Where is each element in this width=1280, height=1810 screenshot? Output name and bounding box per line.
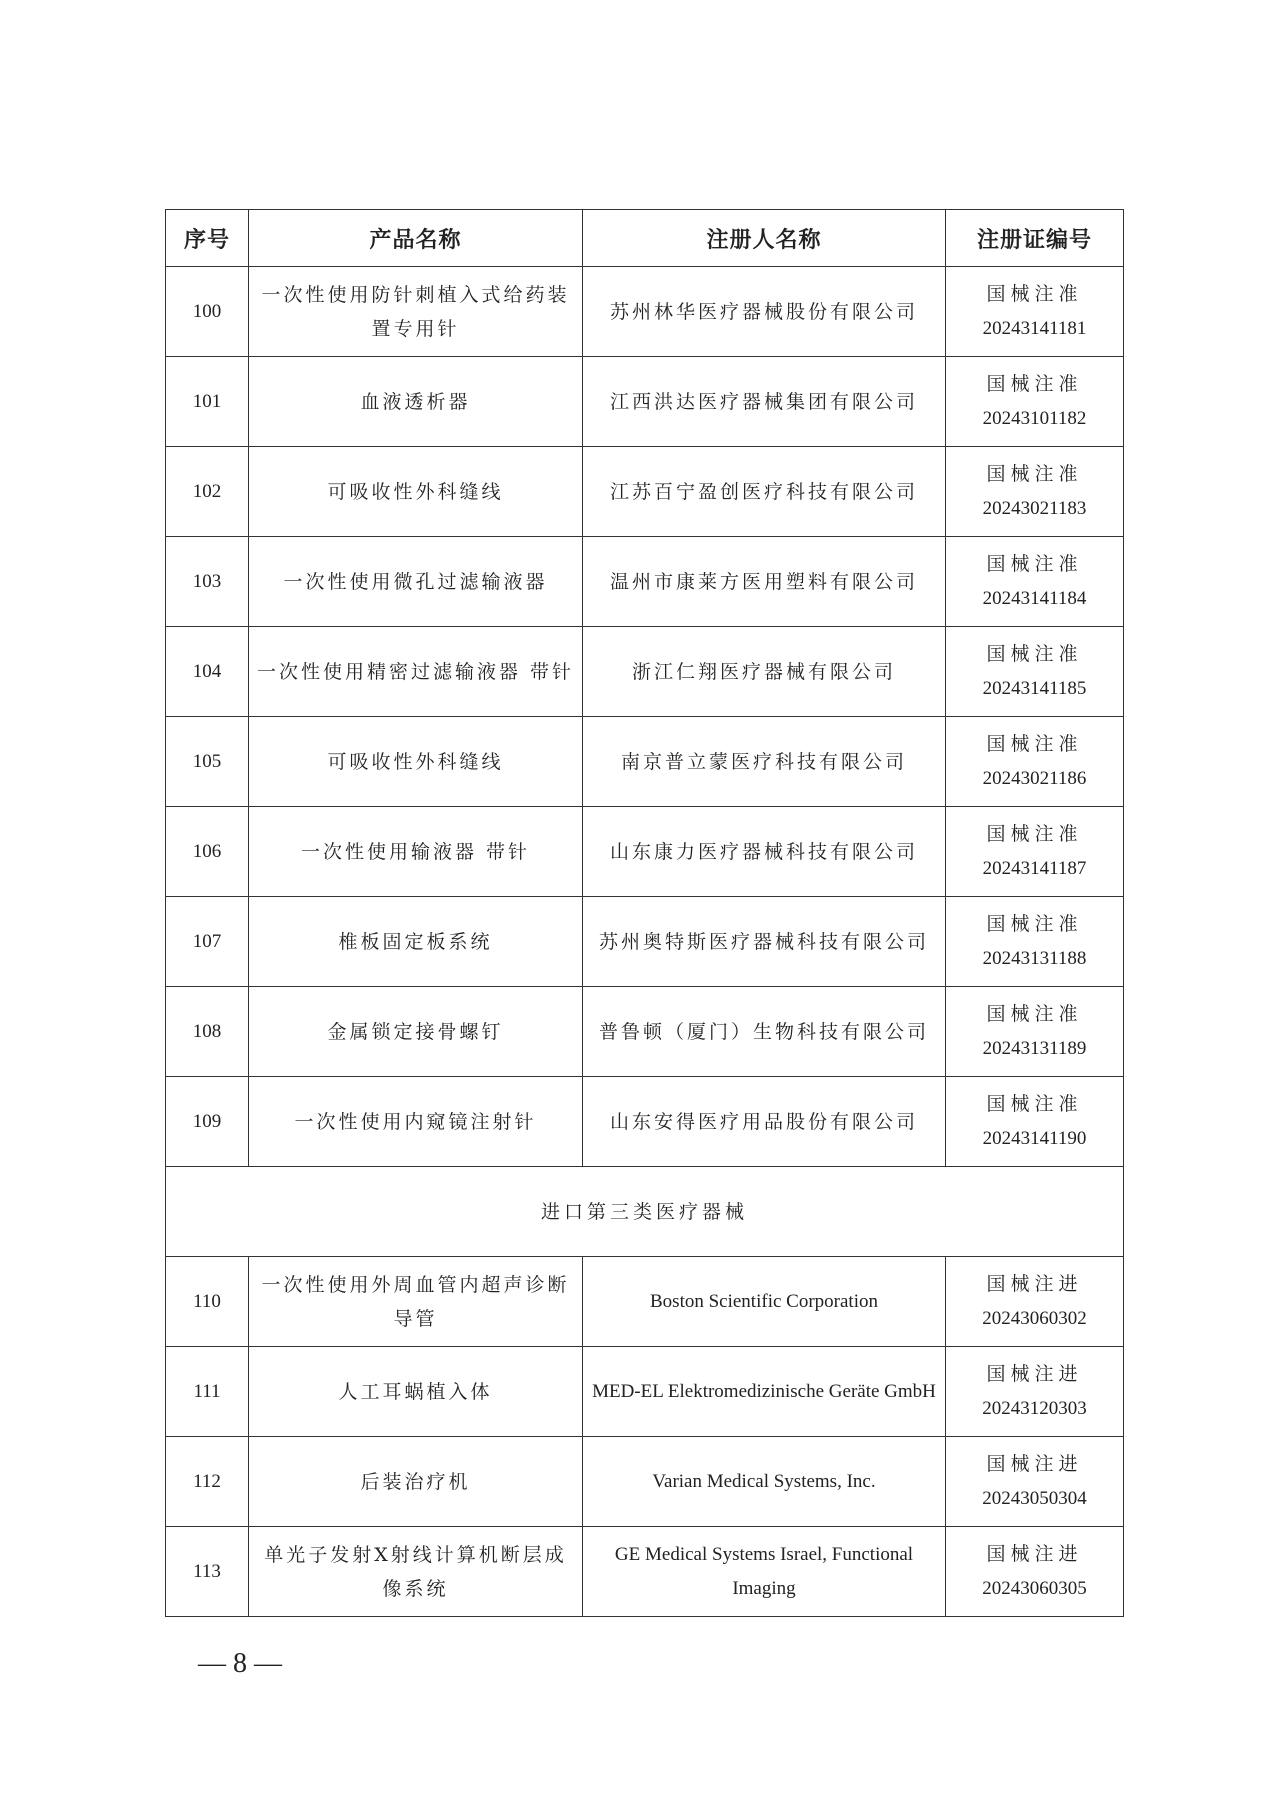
table-header-row: [166, 210, 1124, 267]
table-row: [166, 357, 1124, 447]
certificate-code: 20243141181: [982, 317, 1087, 339]
serial-number-cell: 113: [166, 1527, 249, 1617]
product-name-cell: 人工耳蜗植入体: [249, 1347, 583, 1437]
certificate-prefix: 国械注准: [986, 823, 1083, 845]
serial-number-cell: 109: [166, 1077, 249, 1167]
certificate-number-cell: [946, 357, 1124, 447]
certificate-number-cell: [946, 897, 1124, 987]
certificate-code: 20243131188: [982, 947, 1087, 969]
serial-number-cell: 112: [166, 1437, 249, 1527]
certificate-code: 20243060305: [982, 1577, 1087, 1599]
product-name-cell: 一次性使用微孔过滤输液器: [249, 537, 583, 627]
serial-number-cell: 101: [166, 357, 249, 447]
certificate-prefix: 国械注进: [986, 1363, 1083, 1385]
certificate-prefix: 国械注准: [986, 733, 1083, 755]
certificate-number-cell: [946, 1257, 1124, 1347]
product-name-cell: 一次性使用内窥镜注射针: [249, 1077, 583, 1167]
certificate-number-cell: [946, 1077, 1124, 1167]
serial-number-cell: 102: [166, 447, 249, 537]
section-title-imported: 进口第三类医疗器械: [166, 1167, 1124, 1257]
product-name-cell: 一次性使用外周血管内超声诊断导管: [249, 1257, 583, 1347]
table-row: [166, 1257, 1124, 1347]
certificate-number-cell: [946, 537, 1124, 627]
registrant-name-cell: 南京普立蒙医疗科技有限公司: [583, 717, 946, 807]
registrant-name-cell: Varian Medical Systems, Inc.: [583, 1437, 946, 1527]
certificate-code: 20243021183: [982, 497, 1087, 519]
certificate-prefix: 国械注准: [986, 373, 1083, 395]
serial-number-cell: 104: [166, 627, 249, 717]
certificate-number-cell: [946, 447, 1124, 537]
registrant-name-cell: 山东康力医疗器械科技有限公司: [583, 807, 946, 897]
registrant-name-cell: 苏州林华医疗器械股份有限公司: [583, 267, 946, 357]
header-registrant-name: 注册人名称: [583, 210, 946, 267]
certificate-prefix: 国械注准: [986, 913, 1083, 935]
registration-table: [165, 209, 1124, 1617]
product-name-cell: 一次性使用防针刺植入式给药装置专用针: [249, 267, 583, 357]
certificate-prefix: 国械注准: [986, 1003, 1083, 1025]
serial-number-cell: 100: [166, 267, 249, 357]
import-rows: [166, 1257, 1124, 1617]
product-name-cell: 单光子发射X射线计算机断层成像系统: [249, 1527, 583, 1617]
certificate-code: 20243050304: [982, 1487, 1087, 1509]
registrant-name-cell: 苏州奥特斯医疗器械科技有限公司: [583, 897, 946, 987]
registrant-name-cell: Boston Scientific Corporation: [583, 1257, 946, 1347]
table-row: [166, 987, 1124, 1077]
certificate-code: 20243141185: [982, 677, 1087, 699]
certificate-number-cell: [946, 1527, 1124, 1617]
certificate-number-cell: [946, 267, 1124, 357]
product-name-cell: 椎板固定板系统: [249, 897, 583, 987]
serial-number-cell: 107: [166, 897, 249, 987]
certificate-prefix: 国械注准: [986, 283, 1083, 305]
certificate-prefix: 国械注准: [986, 463, 1083, 485]
certificate-prefix: 国械注准: [986, 643, 1083, 665]
certificate-prefix: 国械注准: [986, 553, 1083, 575]
table-row: [166, 807, 1124, 897]
certificate-prefix: 国械注进: [986, 1543, 1083, 1565]
header-product-name: 产品名称: [249, 210, 583, 267]
table-row: [166, 627, 1124, 717]
certificate-prefix: 国械注准: [986, 1093, 1083, 1115]
certificate-code: 20243120303: [982, 1397, 1087, 1419]
certificate-number-cell: [946, 807, 1124, 897]
product-name-cell: 金属锁定接骨螺钉: [249, 987, 583, 1077]
table-row: [166, 537, 1124, 627]
table-row: [166, 1527, 1124, 1617]
domestic-rows: [166, 267, 1124, 1167]
certificate-code: 20243141184: [982, 587, 1087, 609]
table-row: [166, 267, 1124, 357]
certificate-prefix: 国械注进: [986, 1453, 1083, 1475]
table-row: [166, 897, 1124, 987]
certificate-number-cell: [946, 717, 1124, 807]
registrant-name-cell: GE Medical Systems Israel, Functional Imaging: [583, 1527, 946, 1617]
table-row: [166, 717, 1124, 807]
table-row: [166, 1347, 1124, 1437]
header-certificate-number: 注册证编号: [946, 210, 1124, 267]
product-name-cell: 后装治疗机: [249, 1437, 583, 1527]
product-name-cell: 血液透析器: [249, 357, 583, 447]
certificate-code: 20243131189: [982, 1037, 1087, 1059]
page-number: — 8 —: [198, 1648, 282, 1679]
registrant-name-cell: 浙江仁翔医疗器械有限公司: [583, 627, 946, 717]
table-row: [166, 1077, 1124, 1167]
registrant-name-cell: 山东安得医疗用品股份有限公司: [583, 1077, 946, 1167]
table-row: [166, 1437, 1124, 1527]
header-serial-number: 序号: [166, 210, 249, 267]
serial-number-cell: 106: [166, 807, 249, 897]
registrant-name-cell: 温州市康莱方医用塑料有限公司: [583, 537, 946, 627]
certificate-number-cell: [946, 1347, 1124, 1437]
serial-number-cell: 110: [166, 1257, 249, 1347]
serial-number-cell: 105: [166, 717, 249, 807]
product-name-cell: 一次性使用精密过滤输液器 带针: [249, 627, 583, 717]
certificate-code: 20243060302: [982, 1307, 1087, 1329]
table-row: [166, 447, 1124, 537]
serial-number-cell: 103: [166, 537, 249, 627]
certificate-number-cell: [946, 987, 1124, 1077]
registrant-name-cell: MED-EL Elektromedizinische Geräte GmbH: [583, 1347, 946, 1437]
certificate-prefix: 国械注进: [986, 1273, 1083, 1295]
product-name-cell: 一次性使用输液器 带针: [249, 807, 583, 897]
registrant-name-cell: 江西洪达医疗器械集团有限公司: [583, 357, 946, 447]
product-name-cell: 可吸收性外科缝线: [249, 717, 583, 807]
serial-number-cell: 111: [166, 1347, 249, 1437]
certificate-code: 20243021186: [982, 767, 1087, 789]
import-section: [166, 1167, 1124, 1257]
section-header-row: [166, 1167, 1124, 1257]
serial-number-cell: 108: [166, 987, 249, 1077]
certificate-code: 20243141190: [982, 1127, 1087, 1149]
certificate-number-cell: [946, 1437, 1124, 1527]
registrant-name-cell: 江苏百宁盈创医疗科技有限公司: [583, 447, 946, 537]
certificate-code: 20243101182: [982, 407, 1087, 429]
product-name-cell: 可吸收性外科缝线: [249, 447, 583, 537]
registrant-name-cell: 普鲁顿（厦门）生物科技有限公司: [583, 987, 946, 1077]
certificate-code: 20243141187: [982, 857, 1087, 879]
certificate-number-cell: [946, 627, 1124, 717]
